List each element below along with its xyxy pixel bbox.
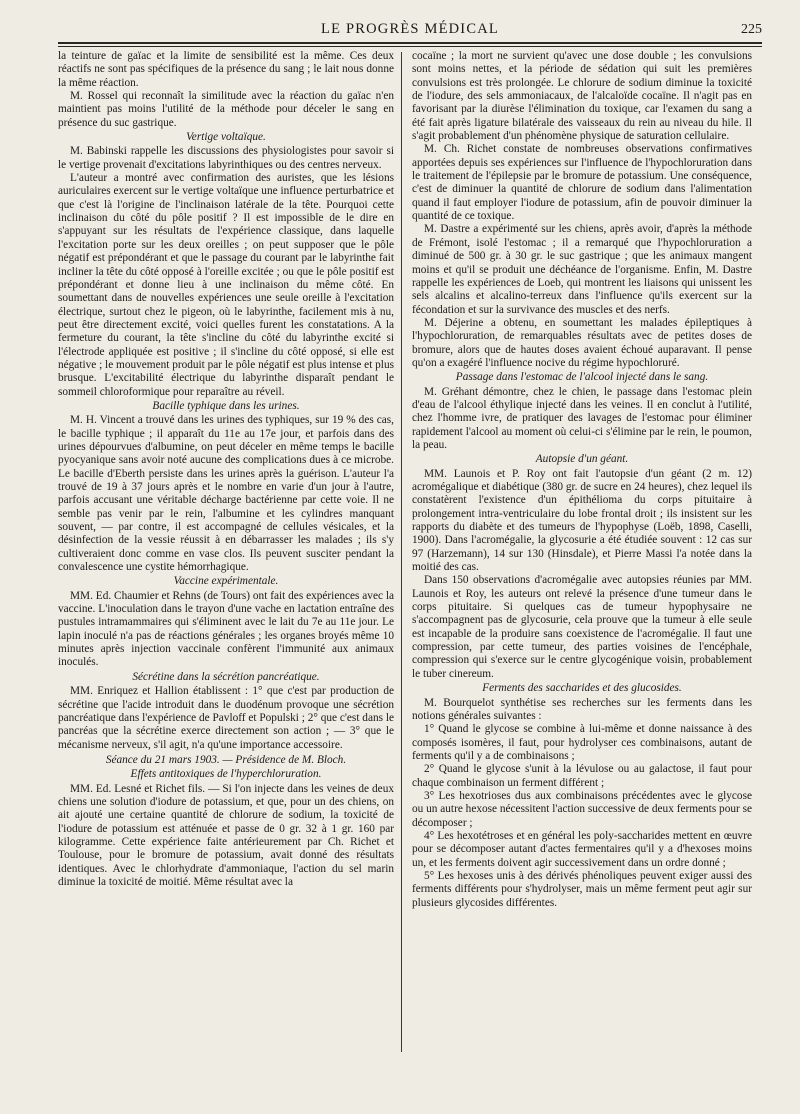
paragraph: M. H. Vincent a trouvé dans les urines des typhiques, sur 19 % des cas, le bacille typhique ; il apparaît du 11e au 17e jour, et parfois dans des urines dépourvues d'albumine, on peut déceler en même temps le bacille pyocyanique sans avoir noté aucune des complications dues à ce microbe. Le bacille d'Eberth persiste dans les urines après la guérison. L'auteur l'a trouvé de 19 à 37 jours après et le nombre en varie d'un jour à l'autre, parfois accusant une véritable décharge bactérienne par cette voie. Il ne semble pas venir par le rein, l'albumine et les cylindres manquant souvent, — par contre, il est accompagné de cellules vésicales, et la désinfection de la vessie réussit à en débarrasser les malades ; ils s'y cultiveraient donc comme en vase clos. Ils peuvent susciter pendant la convalescence une cystite hémorrhagique. bbox=[58, 414, 394, 574]
section-subheading: Bacille typhique dans les urines. bbox=[152, 399, 300, 412]
paragraph: M. Ch. Richet constate de nombreuses observations confirmatives apportées depuis ses expériences sur l'influence de l'hypochloruration dans le traitement de l'épilepsie par le bromure de potassium. Une conséquence, c'est de diminuer la quantité de chlorure de sodium dans l'alimentation quand il faut employer l'iodure de potassium, afin de pouvoir diminuer la quantité de ce toxique. bbox=[412, 143, 752, 223]
paragraph: la teinture de gaïac et la limite de sensibilité est la même. Ces deux réactifs ne sont pas spécifiques de la présence du sang ; le lait nous donne la même réaction. bbox=[58, 50, 394, 89]
paragraph: Dans 150 observations d'acromégalie avec autopsies réunies par MM. Launois et Roy, les auteurs ont relevé la présence d'une tumeur dans le corps pituitaire. Si quelques cas de tumeur hypophysaire ne s'accompagnent pas de glycosurie, cela prouve que la tumeur à elle seule est incapable de la produire sans coexistence de l'acromégalie. Il faut une compression, par cette tumeur, des parties voisines de l'encéphale, compression qui s'exerce sur le centre glycogénique voisin, probablement le tuber cinereum. bbox=[412, 574, 752, 680]
page-number: 225 bbox=[741, 22, 762, 37]
paragraph: MM. Ed. Lesné et Richet fils. — Si l'on injecte dans les veines de deux chiens une solution d'iodure de potassium, et que, pour un des chiens, on ait ajouté une certaine quantité de chlorure de sodium, la toxicité de l'iodure de potassium est atténuée et passe de 0 gr. 32 à 1 gr. 160 par kilogramme. Cette expérience faite antérieurement par Ch. Richet et Toulouse, pour le bromure de potassium, avait donné des résultats identiques. Avec le chlorhydrate d'ammoniaque, l'action du sel marin diminue la toxicité de moitié. Même résultat avec la bbox=[58, 782, 394, 888]
section-subheading: Vaccine expérimentale. bbox=[173, 575, 279, 588]
paragraph: M. Bourquelot synthétise ses recherches sur les ferments dans les notions générales suivantes : bbox=[412, 696, 752, 722]
paragraph: M. Gréhant démontre, chez le chien, le passage dans l'estomac plein d'eau de l'alcool éthylique injecté dans les veines. Il en conclut à l'utilité, chez l'homme ivre, de pratiquer des lavages de l'estomac pour éliminer rapidement l'alcool au moment où celui-ci s'élimine par le rein, le poumon, la peau. bbox=[412, 385, 752, 451]
page-header bbox=[58, 16, 762, 40]
section-subheading: Vertige voltaïque. bbox=[186, 131, 266, 144]
header-rule-thin bbox=[58, 46, 762, 47]
paragraph: M. Déjerine a obtenu, en soumettant les malades épileptiques à l'hypochloruration, de remarquables résultats avec de petites doses de bromure, alors que de hautes doses avaient échoué auparavant. Il pense qu'on a exagéré l'influence nocive du régime hypochloruré. bbox=[412, 316, 752, 369]
paragraph: M. Rossel qui reconnaît la similitude avec la réaction du gaïac n'en maintient pas moins l'utilité de la méthode pour déceler le sang en présence du suc gastrique. bbox=[58, 90, 394, 129]
section-subheading: Ferments des saccharides et des glucosides. bbox=[482, 682, 682, 695]
paragraph: 1° Quand le glycose se combine à lui-même et donne naissance à des composés isomères, il faut, pour hydrolyser ces combinaisons, autant de ferments qu'il y a de combinaisons ; bbox=[412, 723, 752, 762]
session-heading: Séance du 21 mars 1903. — Présidence de M. Bloch. bbox=[105, 753, 347, 766]
paragraph: 4° Les hexotétroses et en général les poly-saccharides mettent en œuvre pour se décomposer autant d'actes fermentaires qu'il y a d'hexoses moins un, et les ferments doivent agir successivement dans un ordre donné ; bbox=[412, 829, 752, 869]
paragraph: MM. Enriquez et Hallion établissent : 1° que c'est par production de sécrétine que l'acide introduit dans le duodénum provoque une sécrétion pancréatique dans l'expérience de Pavloff et Populski ; 2° que c'est dans le pancréas que la sécrétine exerce directement son action ; — 3° que le mécanisme nerveux, s'il agit, n'a qu'une importance accessoire. bbox=[58, 685, 394, 751]
section-subheading: Effets antitoxiques de l'hyperchloruration. bbox=[130, 768, 322, 781]
running-title: LE PROGRÈS MÉDICAL bbox=[321, 21, 499, 37]
paragraph: 3° Les hexotrioses dus aux combinaisons précédentes avec le glycose ou un autre hexose nécessitent l'action successive de deux ferments pour se décomposer ; bbox=[412, 789, 752, 829]
right-column bbox=[412, 50, 752, 1102]
left-column bbox=[58, 50, 394, 1102]
paragraph: 5° Les hexoses unis à des dérivés phénoliques peuvent exiger aussi des ferments différents pour s'hydrolyser, mais un même ferment peut agir sur plusieurs glycosides différentes. bbox=[412, 869, 752, 909]
column-divider bbox=[401, 52, 402, 1052]
header-rule bbox=[58, 42, 762, 44]
paragraph: L'auteur a montré avec confirmation des auristes, que les lésions auriculaires exercent sur le vertige voltaïque une influence perturbatrice et que c'est là l'origine de l'inclinaison latérale de la tête. Pourquoi cette inclinaison du côté du pôle positif ? Il est impossible de le dire en s'appuyant sur les résultats de l'expérience classique, dans laquelle l'excitation porte sur les deux oreilles ; on peut supposer que le pôle négatif est prépondérant et que le passage du courant par le labyrinthe fait incliner la tête du côté opposé à l'oreille excitée ; ou que le pôle positif est prépondérant et donne lieu à une inclinaison du même côté. En soumettant dans de nouvelles expériences une seule oreille à l'excitation électrique, surtout chez le pigeon, où le labyrinthe, facilement mis à nu, peut être directement excité, voici quelles furent les constatations. A la fermeture du courant, la tête s'incline du côté du labyrinthe excité si l'électrode appliquée est positive ; il s'incline du côté opposé, si elle est négative ; le mouvement produit par le pôle négatif est plus intense et plus brusque. L'excitabilité électrique du labyrinthe disparaît pendant le sommeil chloroformique pour reparaître au réveil. bbox=[58, 172, 394, 398]
paragraph: M. Dastre a expérimenté sur les chiens, après avoir, d'après la méthode de Frémont, isolé l'estomac ; il a remarqué que l'hypochloruration a diminué de 500 gr. à 30 gr. le suc gastrique ; que les animaux mangent moins et qu'il se produit une déchéance de l'organisme. Enfin, M. Dastre rappelle les expériences de Loeb, qui montrent les liaisons qui unissent les sels alcalins et alcalino-terreux dans l'influence qu'ils exercent sur la fécondation et sur la survivance des muscles et des nerfs. bbox=[412, 223, 752, 316]
paragraph: 2° Quand le glycose s'unit à la lévulose ou au galactose, il faut pour chaque combinaison un ferment différent ; bbox=[412, 763, 752, 789]
paragraph: cocaïne ; la mort ne survient qu'avec une dose double ; les convulsions sont moins nettes, et la période de sédation qui suit les premières convulsions est très prolongée. Le chlorure de sodium diminue la toxicité de l'iodure, des sels ammoniacaux, de l'alcaloïde cocaïne. Il n'agit pas en favorisant par la diurèse l'élimination du toxique, car l'examen du sang a été fait après ligature bilatérale des vaisseaux du rein au niveau du hile. Il s'agit probablement d'un phénomène physique de saturation cellulaire. bbox=[412, 50, 752, 143]
paragraph: MM. Ed. Chaumier et Rehns (de Tours) ont fait des expériences avec la vaccine. L'inoculation dans le trayon d'une vache en lactation entraîne des pustules intramammaires qui s'éliminent avec le lait du 7e au 11e jour. Le lapin inoculé n'a pas de réactions générales ; les organes broyés même 10 minutes après injection vaccinale confèrent l'immunité aux animaux inoculés. bbox=[58, 589, 394, 669]
section-subheading: Autopsie d'un géant. bbox=[535, 453, 629, 466]
paragraph: M. Babinski rappelle les discussions des physiologistes pour savoir si le vertige provenait d'excitations labyrinthiques ou des centres nerveux. bbox=[58, 145, 394, 171]
section-subheading: Sécrétine dans la sécrétion pancréatique. bbox=[132, 670, 320, 683]
section-subheading: Passage dans l'estomac de l'alcool injecté dans le sang. bbox=[455, 371, 709, 384]
paragraph: MM. Launois et P. Roy ont fait l'autopsie d'un géant (2 m. 12) acromégalique et diabétique (380 gr. de sucre en 24 heures), chez lequel ils constatèrent l'existence d'un épithélioma du corps pituitaire à prolongement intra-ventriculaire du lobe frontal droit ; ils insistent sur les rapports du diabète et des tumeurs de l'hypophyse (Loëb, 1898, Caselli, 1900). Dans l'acromégalie, la glycosurie a été étudiée souvent : 12 cas sur 97 (Harzemann), 14 sur 130 (Hinsdale), et Pierre Massi l'a notée dans la moitié des cas. bbox=[412, 467, 752, 574]
